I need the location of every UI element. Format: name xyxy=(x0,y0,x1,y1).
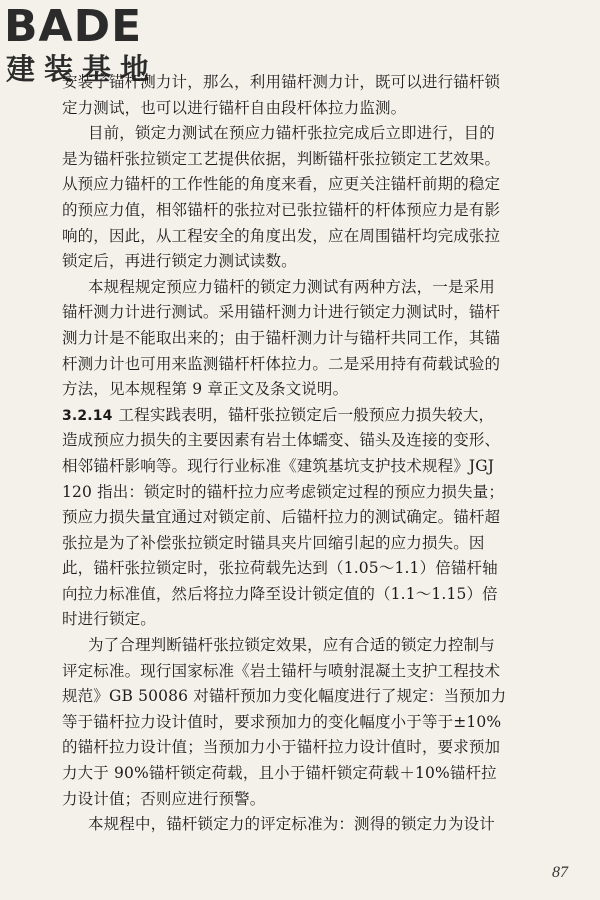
text-line: 等于锚杆拉力设计值时，要求预加力的变化幅度小于等于±10% xyxy=(62,712,502,731)
text-line: 力设计值；否则应进行预警。 xyxy=(62,789,266,808)
text-line: 定力测试，也可以进行锚杆自由段杆体拉力监测。 xyxy=(62,98,407,117)
text-line: 力大于 90%锚杆锁定荷载，且小于锚杆锁定荷载＋10%锚杆拉 xyxy=(62,764,497,783)
text-line: 安装了锚杆测力计，那么，利用锚杆测力计，既可以进行锚杆锁 xyxy=(62,73,501,91)
text-line: 本规程中，锚杆锁定力的评定标准为：测得的锁定力为设计 xyxy=(88,815,495,834)
text-line: 评定标准。现行国家标准《岩土锚杆与喷射混凝土支护工程技术 xyxy=(62,661,501,680)
text-line: 张拉是为了补偿张拉锁定时锚具夹片回缩引起的应力损失。因 xyxy=(62,533,485,552)
logo-chinese-text: 建装基地 xyxy=(6,52,159,86)
clause-line xyxy=(62,403,582,429)
text-line: 工程实践表明，锚杆张拉锁定后一般预应力损失较大， xyxy=(118,405,495,424)
text-line: 此，锚杆张拉锁定时，张拉荷载先达到（1.05～1.1）倍锚杆轴 xyxy=(62,559,498,578)
text-line: 向拉力标准值，然后将拉力降至设计锁定值的（1.1～1.15）倍 xyxy=(62,584,498,603)
text-line: 本规程规定预应力锚杆的锁定力测试有两种方法，一是采用 xyxy=(88,277,495,296)
text-line: 是为锚杆张拉锁定工艺提供依据，判断锚杆张拉锁定工艺效果。 xyxy=(62,149,501,168)
text-line: 锚杆测力计进行测试。采用锚杆测力计进行锁定力测试时，锚杆 xyxy=(62,303,501,322)
text-line: 锁定后，再进行锁定力测试读数。 xyxy=(62,252,297,271)
text-line: 的锚杆拉力设计值；当预加力小于锚杆拉力设计值时，要求预加 xyxy=(62,738,501,757)
clause-number: 3.2.14 xyxy=(62,407,113,424)
text-line: 从预应力锚杆的工作性能的角度来看，应更关注锚杆前期的稳定 xyxy=(62,175,501,194)
text-line: 预应力损失量宜通过对锁定前、后锚杆拉力的测试确定。锚杆超 xyxy=(62,508,501,527)
text-line: 的预应力值，相邻锚杆的张拉对已张拉锚杆的杆体预应力是有影 xyxy=(62,200,501,219)
text-line: 时进行锁定。 xyxy=(62,610,156,629)
text-line: 相邻锚杆影响等。现行行业标准《建筑基坑支护技术规程》JGJ xyxy=(62,456,495,475)
body-text xyxy=(62,70,582,838)
text-line: 响的，因此，从工程安全的角度出发，应在周围锚杆均完成张拉 xyxy=(62,226,501,245)
text-line: 测力计是不能取出来的；由于锚杆测力计与锚杆共同工作，其锚 xyxy=(62,328,501,347)
text-line: 方法，见本规程第 9 章正文及条文说明。 xyxy=(62,380,349,399)
text-line: 杆测力计也可用来监测锚杆杆体拉力。二是采用持有荷载试验的 xyxy=(62,354,501,373)
text-line: 目前，锁定力测试在预应力锚杆张拉完成后立即进行，目的 xyxy=(88,124,495,143)
text-line: 规范》GB 50086 对锚杆预加力变化幅度进行了规定：当预加力 xyxy=(62,687,507,706)
logo-wordmark: BADE xyxy=(4,1,143,52)
text-line: 120 指出：锁定时的锚杆拉力应考虑锁定过程的预应力损失量； xyxy=(62,482,505,501)
text-line: 为了合理判断锚杆张拉锁定效果，应有合适的锁定力控制与 xyxy=(88,636,495,655)
text-line: 造成预应力损失的主要因素有岩土体蠕变、锚头及连接的变形、 xyxy=(62,431,501,450)
page-number: 87 xyxy=(552,864,568,881)
